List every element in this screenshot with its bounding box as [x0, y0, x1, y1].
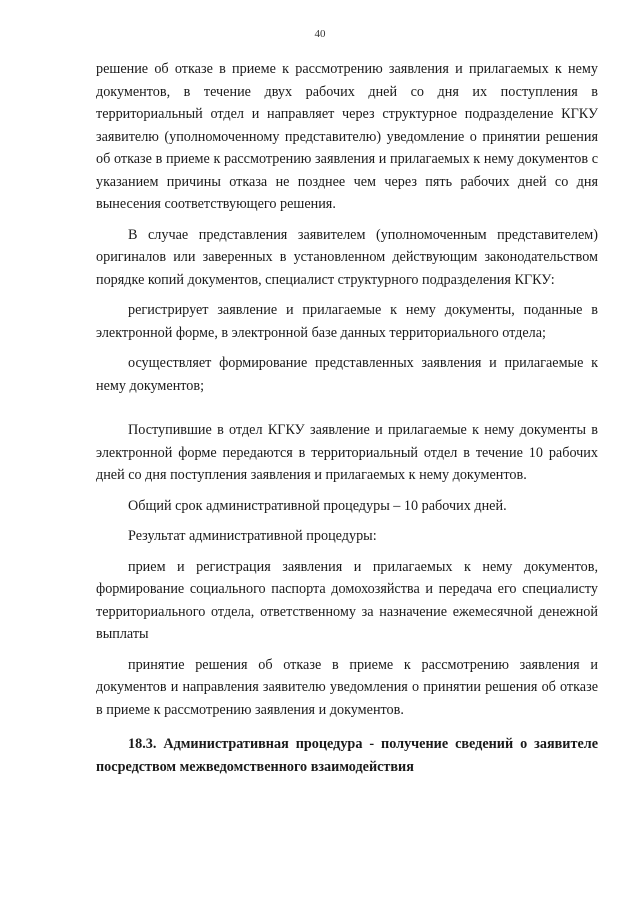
paragraph-result-registration: прием и регистрация заявления и прилагаемых к нему документов, формирование социального паспорта домохозяйства и передача его специалисту территориального отдела, ответственному за назначение ежемесячной денежной выплаты: [96, 558, 598, 642]
document-body: [96, 58, 598, 778]
paragraph-total-term: Общий срок административной процедуры – 10 рабочих дней.: [128, 497, 507, 514]
paragraph-registers: регистрирует заявление и прилагаемые к нему документы, поданные в электронной форме, в электронной базе данных территориального отдела;: [96, 302, 598, 341]
paragraph-result-label: Результат административной процедуры:: [128, 528, 377, 544]
paragraph-result-refusal: принятие решения об отказе в приеме к рассмотрению заявления и документов и направления заявителю уведомления о принятии решения об отказе в приеме к рассмотрению заявления и документов.: [96, 656, 598, 718]
paragraph-originals: В случае представления заявителем (уполномоченным представителем) оригиналов или заверенных в установленном действующим законодательством порядке копий документов, специалист структурного подразделения КГКУ:: [96, 226, 598, 288]
paragraph-received: Поступившие в отдел КГКУ заявление и прилагаемые к нему документы в электронной форме передаются в территориальный отдел в течение 10 рабочих дней со дня поступления заявления и прилагаемых к нему документов.: [96, 422, 598, 483]
paragraph-forms: осуществляет формирование представленных заявления и прилагаемые к нему документов;: [96, 355, 598, 394]
section-heading: 18.3. Административная процедура - получение сведений о заявителе посредством межведомственного взаимодействия: [96, 736, 598, 775]
page-number: 40: [314, 28, 326, 40]
paragraph-continuation: решение об отказе в приеме к рассмотрению заявления и прилагаемых к нему документов, в течение двух рабочих дней со дня их поступления в территориальный отдел и направляет через структурное подразделение КГКУ заявителю (уполномоченному представителю) уведомление о принятии решения об отказе в приеме к рассмотрению заявления и прилагаемых к нему документов с указанием причины отказа не позднее чем через пять рабочих дней со дня вынесения соответствующего решения.: [96, 61, 598, 212]
